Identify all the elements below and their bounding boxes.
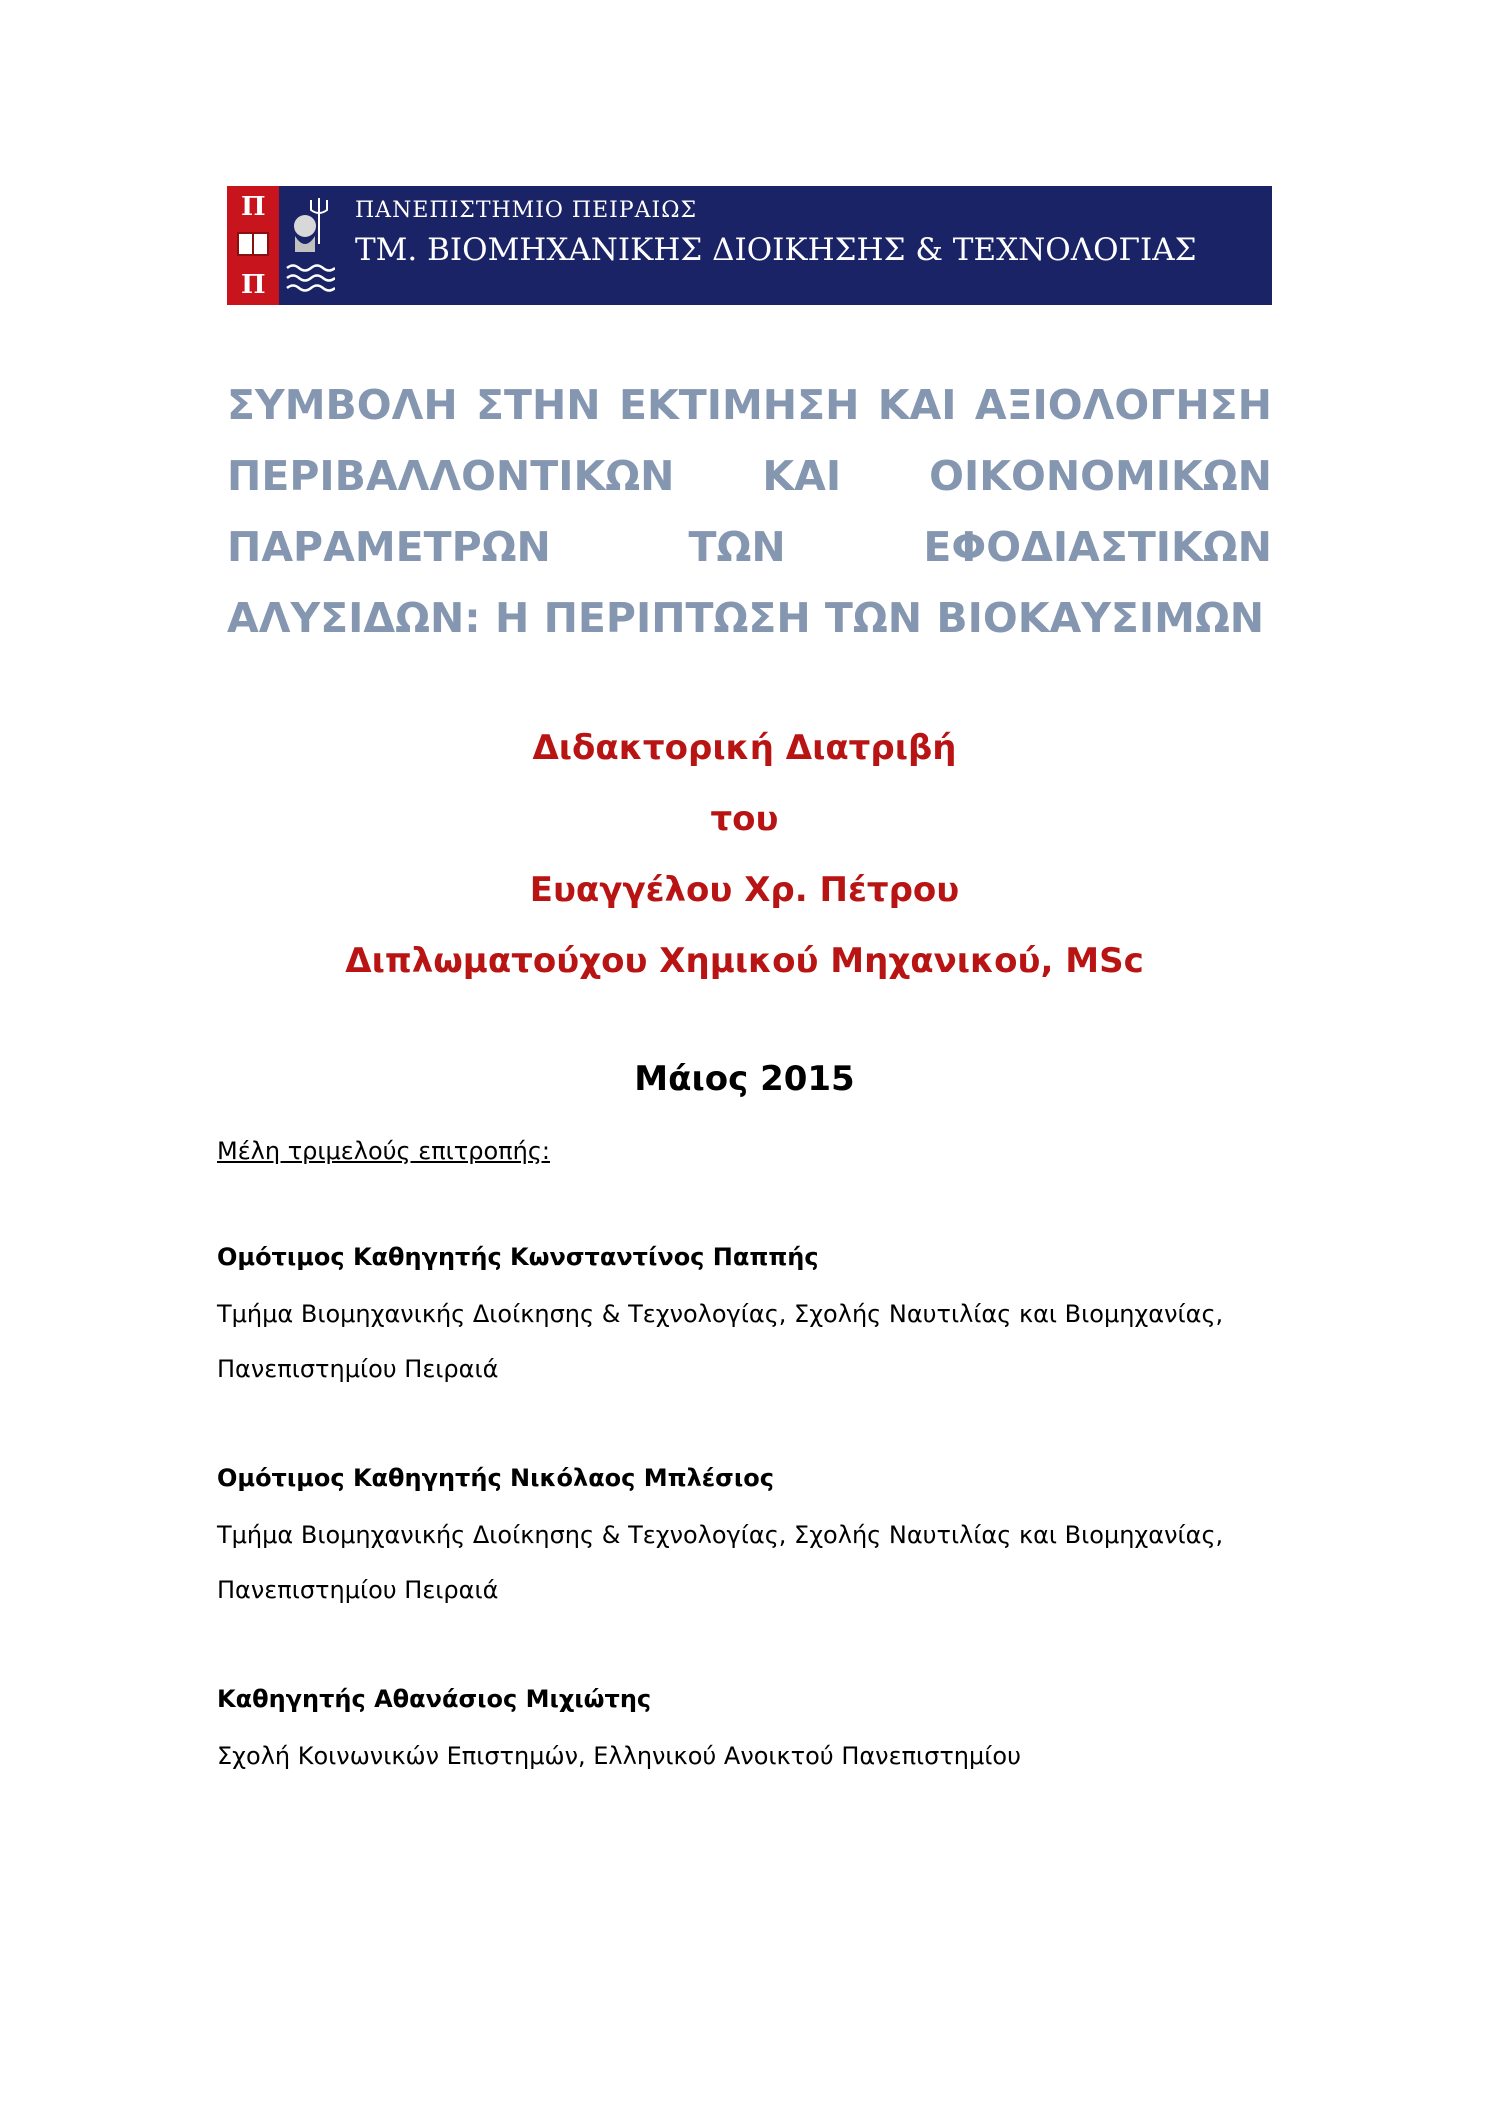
university-crest bbox=[227, 186, 279, 305]
poseidon-emblem-icon bbox=[283, 192, 335, 300]
department-name: ΤΜ. ΒΙΟΜΗΧΑΝΙΚΗΣ ΔΙΟΙΚΗΣΗΣ & ΤΕΧΝΟΛΟΓΙΑΣ bbox=[355, 232, 1197, 268]
committee-member-name: Καθηγητής Αθανάσιος Μιχιώτης bbox=[217, 1685, 652, 1713]
thesis-author: Ευαγγέλου Χρ. Πέτρου bbox=[529, 870, 960, 910]
committee-member-affiliation: Τμήμα Βιομηχανικής Διοίκησης & Τεχνολογίας, Σχολής Ναυτιλίας και Βιομηχανίας, bbox=[217, 1300, 1224, 1328]
committee-member-affiliation: Πανεπιστημίου Πειραιά bbox=[217, 1576, 499, 1604]
open-book-icon bbox=[237, 232, 269, 256]
committee-member-affiliation: Τμήμα Βιομηχανικής Διοίκησης & Τεχνολογίας, Σχολής Ναυτιλίας και Βιομηχανίας, bbox=[217, 1521, 1224, 1549]
thesis-title: ΣΥΜΒΟΛΗ ΣΤΗΝ ΕΚΤΙΜΗΣΗ ΚΑΙ ΑΞΙΟΛΟΓΗΣΗ ΠΕΡΙΒΑΛΛΟΝΤΙΚΩΝ ΚΑΙ ΟΙΚΟΝΟΜΙΚΩΝ ΠΑΡΑΜΕΤΡΩΝ ΤΩΝ ΕΦΟΔΙΑΣΤΙΚΩΝ ΑΛΥΣΙΔΩΝ: Η ΠΕΡΙΠΤΩΣΗ ΤΩΝ ΒΙΟΚΑΥΣΙΜΩΝ bbox=[227, 381, 1272, 642]
university-name: ΠΑΝΕΠΙΣΤΗΜΙΟ ΠΕΙΡΑΙΩΣ bbox=[355, 198, 698, 223]
committee-heading: Μέλη τριμελούς επιτροπής: bbox=[217, 1137, 550, 1165]
university-banner bbox=[227, 186, 1272, 305]
thesis-type: Διδακτορική Διατριβή bbox=[532, 728, 957, 768]
crest-letter-top: Π bbox=[241, 192, 266, 222]
committee-member-affiliation: Σχολή Κοινωνικών Επιστημών, Ελληνικού Ανοικτού Πανεπιστημίου bbox=[217, 1742, 1021, 1770]
author-credentials: Διπλωματούχου Χημικού Μηχανικού, MSc bbox=[345, 941, 1144, 981]
committee-member-name: Ομότιμος Καθηγητής Κωνσταντίνος Παππής bbox=[217, 1243, 819, 1271]
thesis-of: του bbox=[710, 799, 779, 839]
thesis-date: Μάιος 2015 bbox=[634, 1059, 855, 1099]
committee-member-affiliation: Πανεπιστημίου Πειραιά bbox=[217, 1355, 499, 1383]
crest-letter-bottom: Π bbox=[241, 270, 266, 300]
committee-member-name: Ομότιμος Καθηγητής Νικόλαος Μπλέσιος bbox=[217, 1464, 774, 1492]
